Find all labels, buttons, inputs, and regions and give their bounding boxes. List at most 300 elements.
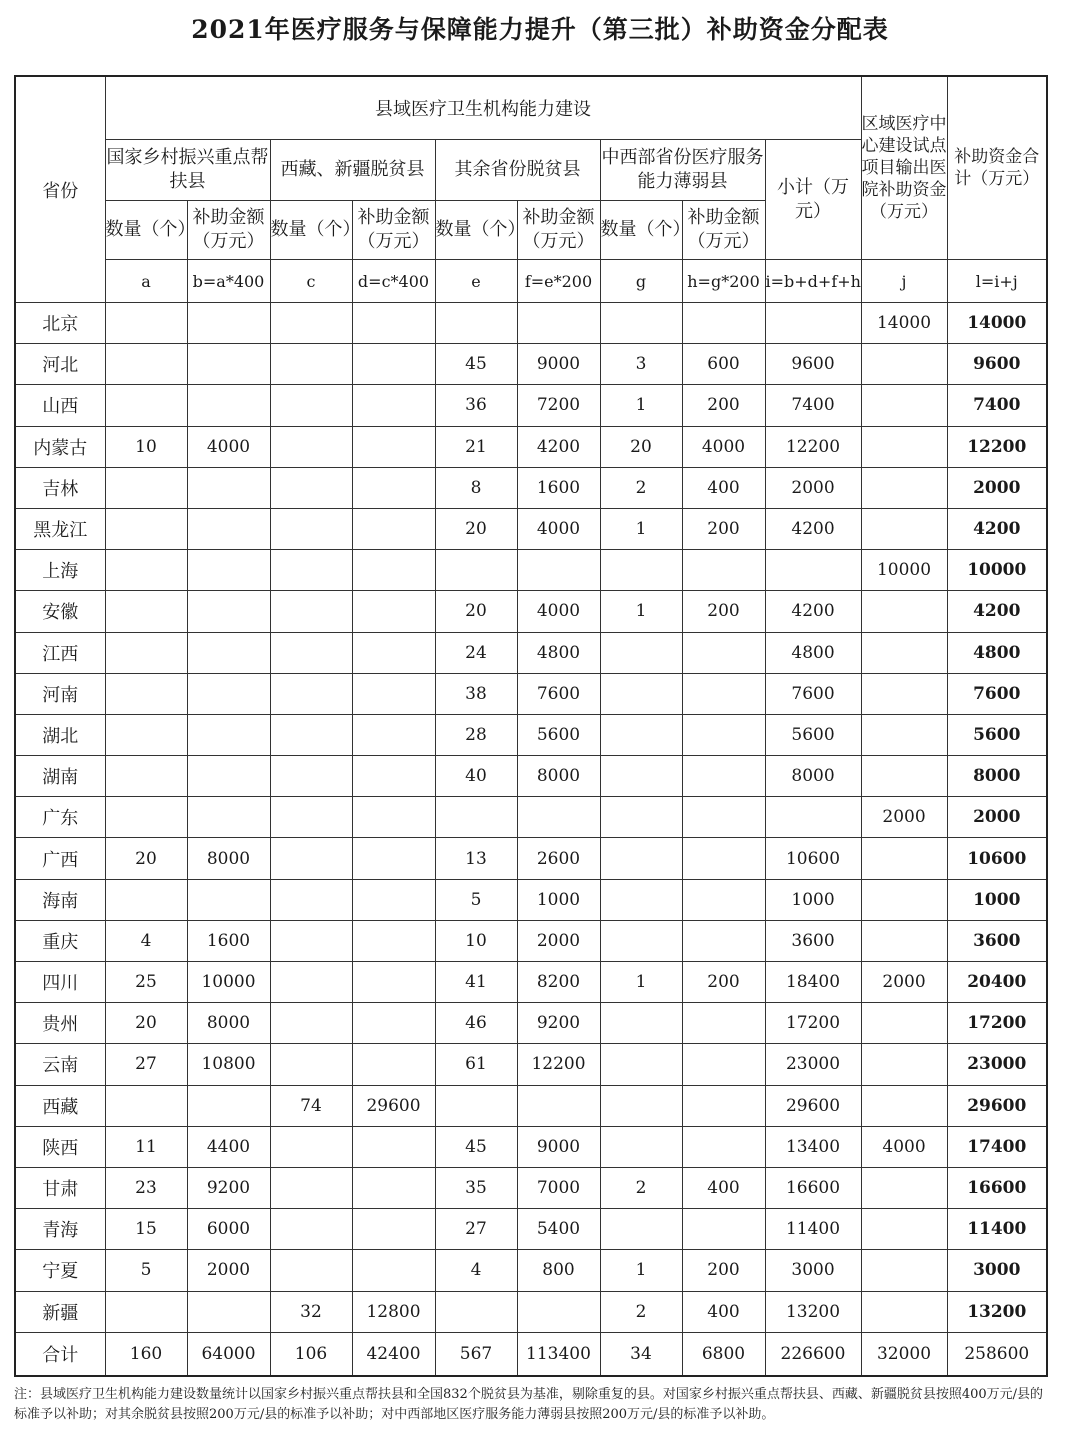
qty-header: 数量（个） bbox=[600, 201, 682, 260]
value-cell bbox=[352, 1126, 435, 1167]
value-cell bbox=[105, 591, 187, 632]
value-cell: 1 bbox=[600, 1250, 682, 1291]
total-cell: 13200 bbox=[947, 1291, 1047, 1332]
value-cell bbox=[352, 1209, 435, 1250]
value-cell bbox=[682, 920, 765, 961]
table-row bbox=[15, 632, 1047, 673]
value-cell: 567 bbox=[435, 1332, 517, 1376]
value-cell: 5400 bbox=[517, 1209, 600, 1250]
value-cell bbox=[682, 797, 765, 838]
value-cell bbox=[435, 1291, 517, 1332]
total-cell: 4800 bbox=[947, 632, 1047, 673]
value-cell bbox=[187, 344, 270, 385]
formula-cell: b=a*400 bbox=[187, 260, 270, 303]
value-cell bbox=[861, 1250, 947, 1291]
table-row bbox=[15, 1003, 1047, 1044]
value-cell: 24 bbox=[435, 632, 517, 673]
value-cell bbox=[600, 756, 682, 797]
value-cell: 7000 bbox=[517, 1167, 600, 1208]
value-cell bbox=[105, 344, 187, 385]
value-cell: 10600 bbox=[765, 838, 861, 879]
qty-header: 数量（个） bbox=[105, 201, 187, 260]
value-cell: 1000 bbox=[517, 879, 600, 920]
total-cell: 1000 bbox=[947, 879, 1047, 920]
value-cell bbox=[682, 673, 765, 714]
value-cell: 16600 bbox=[765, 1167, 861, 1208]
value-cell bbox=[861, 920, 947, 961]
value-cell bbox=[187, 756, 270, 797]
amount-header: 补助金额（万元） bbox=[352, 201, 435, 260]
value-cell: 2 bbox=[600, 1291, 682, 1332]
value-cell bbox=[352, 591, 435, 632]
value-cell: 14000 bbox=[861, 303, 947, 344]
value-cell: 4000 bbox=[517, 508, 600, 549]
province-cell: 广东 bbox=[15, 797, 105, 838]
province-cell: 云南 bbox=[15, 1044, 105, 1085]
table-row bbox=[15, 344, 1047, 385]
value-cell bbox=[435, 303, 517, 344]
value-cell bbox=[861, 1003, 947, 1044]
value-cell: 400 bbox=[682, 467, 765, 508]
province-cell: 湖南 bbox=[15, 756, 105, 797]
value-cell: 18400 bbox=[765, 962, 861, 1003]
value-cell bbox=[270, 550, 352, 591]
value-cell: 38 bbox=[435, 673, 517, 714]
value-cell bbox=[270, 632, 352, 673]
value-cell bbox=[682, 1085, 765, 1126]
value-cell bbox=[352, 962, 435, 1003]
value-cell bbox=[105, 756, 187, 797]
value-cell: 4000 bbox=[187, 426, 270, 467]
formula-cell: d=c*400 bbox=[352, 260, 435, 303]
value-cell: 29600 bbox=[352, 1085, 435, 1126]
value-cell bbox=[517, 1291, 600, 1332]
value-cell: 106 bbox=[270, 1332, 352, 1376]
value-cell: 8000 bbox=[187, 838, 270, 879]
value-cell bbox=[270, 1167, 352, 1208]
value-cell bbox=[187, 714, 270, 755]
value-cell bbox=[270, 962, 352, 1003]
value-cell bbox=[352, 714, 435, 755]
subtotal-header: 小计（万元） bbox=[765, 140, 861, 260]
table-row bbox=[15, 797, 1047, 838]
value-cell: 20 bbox=[105, 1003, 187, 1044]
value-cell bbox=[352, 508, 435, 549]
value-cell bbox=[270, 508, 352, 549]
value-cell bbox=[270, 838, 352, 879]
value-cell: 36 bbox=[435, 385, 517, 426]
province-cell: 江西 bbox=[15, 632, 105, 673]
value-cell bbox=[861, 426, 947, 467]
value-cell bbox=[435, 550, 517, 591]
formula-cell: a bbox=[105, 260, 187, 303]
value-cell: 4800 bbox=[765, 632, 861, 673]
total-cell: 5600 bbox=[947, 714, 1047, 755]
qty-header: 数量（个） bbox=[270, 201, 352, 260]
value-cell: 400 bbox=[682, 1291, 765, 1332]
value-cell: 3000 bbox=[765, 1250, 861, 1291]
value-cell bbox=[765, 797, 861, 838]
table-row bbox=[15, 1044, 1047, 1085]
province-cell: 西藏 bbox=[15, 1085, 105, 1126]
formula-cell: e bbox=[435, 260, 517, 303]
value-cell: 8000 bbox=[517, 756, 600, 797]
value-cell bbox=[517, 797, 600, 838]
province-cell: 贵州 bbox=[15, 1003, 105, 1044]
value-cell: 8000 bbox=[765, 756, 861, 797]
value-cell: 32000 bbox=[861, 1332, 947, 1376]
grand-total-header: 补助资金合计（万元） bbox=[947, 76, 1047, 260]
total-cell: 11400 bbox=[947, 1209, 1047, 1250]
province-cell: 海南 bbox=[15, 879, 105, 920]
value-cell bbox=[861, 1044, 947, 1085]
total-cell: 9600 bbox=[947, 344, 1047, 385]
value-cell bbox=[765, 550, 861, 591]
value-cell bbox=[765, 303, 861, 344]
total-cell: 16600 bbox=[947, 1167, 1047, 1208]
value-cell: 6000 bbox=[187, 1209, 270, 1250]
value-cell: 11400 bbox=[765, 1209, 861, 1250]
table-row bbox=[15, 1250, 1047, 1291]
allocation-table bbox=[14, 75, 1048, 1377]
value-cell: 1600 bbox=[517, 467, 600, 508]
page-title: 2021年医疗服务与保障能力提升（第三批）补助资金分配表 bbox=[191, 15, 889, 44]
total-cell: 29600 bbox=[947, 1085, 1047, 1126]
value-cell bbox=[600, 838, 682, 879]
value-cell bbox=[352, 1044, 435, 1085]
value-cell bbox=[270, 1126, 352, 1167]
value-cell: 8000 bbox=[187, 1003, 270, 1044]
value-cell: 13400 bbox=[765, 1126, 861, 1167]
value-cell: 2600 bbox=[517, 838, 600, 879]
table-row bbox=[15, 591, 1047, 632]
total-cell: 7400 bbox=[947, 385, 1047, 426]
value-cell bbox=[187, 797, 270, 838]
value-cell: 5 bbox=[105, 1250, 187, 1291]
province-cell: 吉林 bbox=[15, 467, 105, 508]
value-cell: 8 bbox=[435, 467, 517, 508]
value-cell bbox=[270, 1250, 352, 1291]
value-cell: 45 bbox=[435, 344, 517, 385]
value-cell bbox=[270, 714, 352, 755]
total-cell: 17400 bbox=[947, 1126, 1047, 1167]
value-cell bbox=[352, 1167, 435, 1208]
value-cell bbox=[105, 508, 187, 549]
table-row bbox=[15, 673, 1047, 714]
value-cell: 1 bbox=[600, 508, 682, 549]
value-cell bbox=[352, 797, 435, 838]
province-cell: 四川 bbox=[15, 962, 105, 1003]
value-cell: 2000 bbox=[861, 797, 947, 838]
province-cell: 山西 bbox=[15, 385, 105, 426]
value-cell bbox=[352, 632, 435, 673]
value-cell: 2000 bbox=[517, 920, 600, 961]
table-row bbox=[15, 508, 1047, 549]
subgroup-key-counties: 国家乡村振兴重点帮扶县 bbox=[105, 140, 270, 201]
value-cell: 10 bbox=[105, 426, 187, 467]
value-cell: 12200 bbox=[765, 426, 861, 467]
table-row bbox=[15, 920, 1047, 961]
subgroup-tibet-xinjiang: 西藏、新疆脱贫县 bbox=[270, 140, 435, 201]
value-cell: 21 bbox=[435, 426, 517, 467]
value-cell bbox=[352, 838, 435, 879]
value-cell bbox=[682, 838, 765, 879]
value-cell bbox=[270, 385, 352, 426]
value-cell bbox=[517, 550, 600, 591]
value-cell: 5600 bbox=[517, 714, 600, 755]
value-cell bbox=[352, 1003, 435, 1044]
value-cell bbox=[682, 879, 765, 920]
value-cell bbox=[270, 797, 352, 838]
province-cell: 河北 bbox=[15, 344, 105, 385]
table-row bbox=[15, 1126, 1047, 1167]
province-cell: 甘肃 bbox=[15, 1167, 105, 1208]
value-cell bbox=[600, 1126, 682, 1167]
value-cell bbox=[105, 385, 187, 426]
table-row bbox=[15, 838, 1047, 879]
value-cell: 7400 bbox=[765, 385, 861, 426]
value-cell bbox=[105, 797, 187, 838]
formula-cell: j bbox=[861, 260, 947, 303]
value-cell: 9000 bbox=[517, 344, 600, 385]
value-cell bbox=[352, 467, 435, 508]
value-cell bbox=[352, 879, 435, 920]
value-cell bbox=[352, 303, 435, 344]
total-cell: 2000 bbox=[947, 797, 1047, 838]
value-cell: 113400 bbox=[517, 1332, 600, 1376]
value-cell bbox=[861, 632, 947, 673]
province-cell: 上海 bbox=[15, 550, 105, 591]
value-cell: 200 bbox=[682, 508, 765, 549]
value-cell bbox=[861, 344, 947, 385]
table-row bbox=[15, 962, 1047, 1003]
value-cell: 20 bbox=[105, 838, 187, 879]
value-cell: 600 bbox=[682, 344, 765, 385]
value-cell bbox=[861, 756, 947, 797]
province-cell: 宁夏 bbox=[15, 1250, 105, 1291]
value-cell: 1600 bbox=[187, 920, 270, 961]
total-cell: 258600 bbox=[947, 1332, 1047, 1376]
total-cell: 8000 bbox=[947, 756, 1047, 797]
value-cell: 7600 bbox=[765, 673, 861, 714]
value-cell: 46 bbox=[435, 1003, 517, 1044]
value-cell: 4400 bbox=[187, 1126, 270, 1167]
formula-cell: h=g*200 bbox=[682, 260, 765, 303]
value-cell bbox=[861, 1167, 947, 1208]
total-cell: 7600 bbox=[947, 673, 1047, 714]
value-cell: 4800 bbox=[517, 632, 600, 673]
value-cell bbox=[352, 673, 435, 714]
province-cell: 河南 bbox=[15, 673, 105, 714]
value-cell bbox=[187, 508, 270, 549]
value-cell bbox=[187, 467, 270, 508]
value-cell: 9200 bbox=[187, 1167, 270, 1208]
total-cell: 12200 bbox=[947, 426, 1047, 467]
value-cell bbox=[270, 673, 352, 714]
value-cell: 28 bbox=[435, 714, 517, 755]
formula-cell: i=b+d+f+h bbox=[765, 260, 861, 303]
value-cell bbox=[270, 1209, 352, 1250]
value-cell: 4000 bbox=[861, 1126, 947, 1167]
table-row bbox=[15, 426, 1047, 467]
formula-cell: f=e*200 bbox=[517, 260, 600, 303]
province-cell: 黑龙江 bbox=[15, 508, 105, 549]
total-cell: 10000 bbox=[947, 550, 1047, 591]
value-cell bbox=[270, 756, 352, 797]
value-cell bbox=[105, 879, 187, 920]
value-cell: 10000 bbox=[187, 962, 270, 1003]
regional-header: 区域医疗中心建设试点项目输出医院补助资金（万元） bbox=[861, 76, 947, 260]
value-cell: 20 bbox=[600, 426, 682, 467]
value-cell: 20 bbox=[435, 591, 517, 632]
table-row bbox=[15, 303, 1047, 344]
value-cell: 2 bbox=[600, 1167, 682, 1208]
value-cell: 64000 bbox=[187, 1332, 270, 1376]
total-cell: 4200 bbox=[947, 508, 1047, 549]
value-cell: 7600 bbox=[517, 673, 600, 714]
value-cell bbox=[270, 1044, 352, 1085]
total-cell: 23000 bbox=[947, 1044, 1047, 1085]
footnote: 注：县域医疗卫生机构能力建设数量统计以国家乡村振兴重点帮扶县和全国832个脱贫县为基准，剔除重复的县。对国家乡村振兴重点帮扶县、西藏、新疆脱贫县按照400万元/县的标准予以补助；对其余脱贫县按照200万元/县的标准予以补助；对中西部地区医疗服务能力薄弱县按照200万元/县的标准予以补助。 bbox=[14, 1387, 1044, 1422]
value-cell: 400 bbox=[682, 1167, 765, 1208]
value-cell bbox=[600, 1003, 682, 1044]
value-cell bbox=[861, 879, 947, 920]
value-cell bbox=[187, 550, 270, 591]
qty-header: 数量（个） bbox=[435, 201, 517, 260]
value-cell: 25 bbox=[105, 962, 187, 1003]
value-cell bbox=[682, 1126, 765, 1167]
value-cell bbox=[187, 879, 270, 920]
value-cell bbox=[600, 714, 682, 755]
value-cell bbox=[517, 1085, 600, 1126]
value-cell bbox=[682, 1044, 765, 1085]
value-cell: 42400 bbox=[352, 1332, 435, 1376]
value-cell: 4 bbox=[105, 920, 187, 961]
value-cell bbox=[105, 1291, 187, 1332]
value-cell: 1000 bbox=[765, 879, 861, 920]
province-cell: 青海 bbox=[15, 1209, 105, 1250]
value-cell: 40 bbox=[435, 756, 517, 797]
value-cell bbox=[682, 1209, 765, 1250]
formula-cell: l=i+j bbox=[947, 260, 1047, 303]
value-cell: 1 bbox=[600, 385, 682, 426]
total-row bbox=[15, 1332, 1047, 1376]
value-cell: 800 bbox=[517, 1250, 600, 1291]
amount-header: 补助金额（万元） bbox=[187, 201, 270, 260]
value-cell: 200 bbox=[682, 1250, 765, 1291]
total-cell: 10600 bbox=[947, 838, 1047, 879]
value-cell bbox=[270, 1003, 352, 1044]
value-cell: 34 bbox=[600, 1332, 682, 1376]
value-cell: 23 bbox=[105, 1167, 187, 1208]
value-cell bbox=[861, 1291, 947, 1332]
value-cell bbox=[600, 1044, 682, 1085]
value-cell: 200 bbox=[682, 385, 765, 426]
value-cell bbox=[270, 467, 352, 508]
value-cell: 200 bbox=[682, 591, 765, 632]
value-cell bbox=[861, 591, 947, 632]
value-cell: 7200 bbox=[517, 385, 600, 426]
value-cell bbox=[270, 344, 352, 385]
subgroup-other-provinces: 其余省份脱贫县 bbox=[435, 140, 600, 201]
value-cell bbox=[352, 920, 435, 961]
value-cell: 27 bbox=[105, 1044, 187, 1085]
value-cell: 13200 bbox=[765, 1291, 861, 1332]
total-cell: 4200 bbox=[947, 591, 1047, 632]
value-cell bbox=[105, 550, 187, 591]
province-cell: 合计 bbox=[15, 1332, 105, 1376]
value-cell: 12200 bbox=[517, 1044, 600, 1085]
value-cell bbox=[352, 1250, 435, 1291]
value-cell: 10000 bbox=[861, 550, 947, 591]
value-cell bbox=[187, 632, 270, 673]
value-cell bbox=[105, 1085, 187, 1126]
value-cell: 35 bbox=[435, 1167, 517, 1208]
value-cell: 5600 bbox=[765, 714, 861, 755]
value-cell: 11 bbox=[105, 1126, 187, 1167]
value-cell bbox=[187, 303, 270, 344]
value-cell: 2000 bbox=[187, 1250, 270, 1291]
value-cell: 1 bbox=[600, 591, 682, 632]
value-cell bbox=[352, 550, 435, 591]
table-row bbox=[15, 1209, 1047, 1250]
value-cell bbox=[105, 714, 187, 755]
subgroup-weak-counties: 中西部省份医疗服务能力薄弱县 bbox=[600, 140, 765, 201]
amount-header: 补助金额（万元） bbox=[517, 201, 600, 260]
value-cell bbox=[600, 673, 682, 714]
table-row bbox=[15, 1291, 1047, 1332]
value-cell bbox=[517, 303, 600, 344]
province-cell: 内蒙古 bbox=[15, 426, 105, 467]
value-cell bbox=[682, 756, 765, 797]
value-cell bbox=[861, 1209, 947, 1250]
value-cell: 200 bbox=[682, 962, 765, 1003]
value-cell: 2000 bbox=[765, 467, 861, 508]
value-cell: 45 bbox=[435, 1126, 517, 1167]
province-header: 省份 bbox=[15, 76, 105, 303]
value-cell bbox=[600, 632, 682, 673]
value-cell bbox=[861, 467, 947, 508]
province-cell: 新疆 bbox=[15, 1291, 105, 1332]
value-cell bbox=[682, 303, 765, 344]
value-cell: 27 bbox=[435, 1209, 517, 1250]
value-cell bbox=[187, 591, 270, 632]
value-cell bbox=[861, 385, 947, 426]
county-group-header: 县域医疗卫生机构能力建设 bbox=[105, 76, 861, 140]
value-cell bbox=[187, 1291, 270, 1332]
value-cell bbox=[187, 673, 270, 714]
table-row bbox=[15, 385, 1047, 426]
value-cell bbox=[105, 673, 187, 714]
value-cell bbox=[600, 879, 682, 920]
value-cell bbox=[435, 797, 517, 838]
value-cell bbox=[435, 1085, 517, 1126]
value-cell: 4200 bbox=[517, 426, 600, 467]
value-cell: 23000 bbox=[765, 1044, 861, 1085]
value-cell bbox=[600, 550, 682, 591]
value-cell: 1 bbox=[600, 962, 682, 1003]
value-cell: 4000 bbox=[682, 426, 765, 467]
value-cell bbox=[105, 303, 187, 344]
value-cell: 17200 bbox=[765, 1003, 861, 1044]
province-cell: 安徽 bbox=[15, 591, 105, 632]
value-cell: 41 bbox=[435, 962, 517, 1003]
table-row bbox=[15, 879, 1047, 920]
value-cell bbox=[861, 714, 947, 755]
value-cell: 3 bbox=[600, 344, 682, 385]
value-cell bbox=[600, 1085, 682, 1126]
value-cell bbox=[352, 344, 435, 385]
